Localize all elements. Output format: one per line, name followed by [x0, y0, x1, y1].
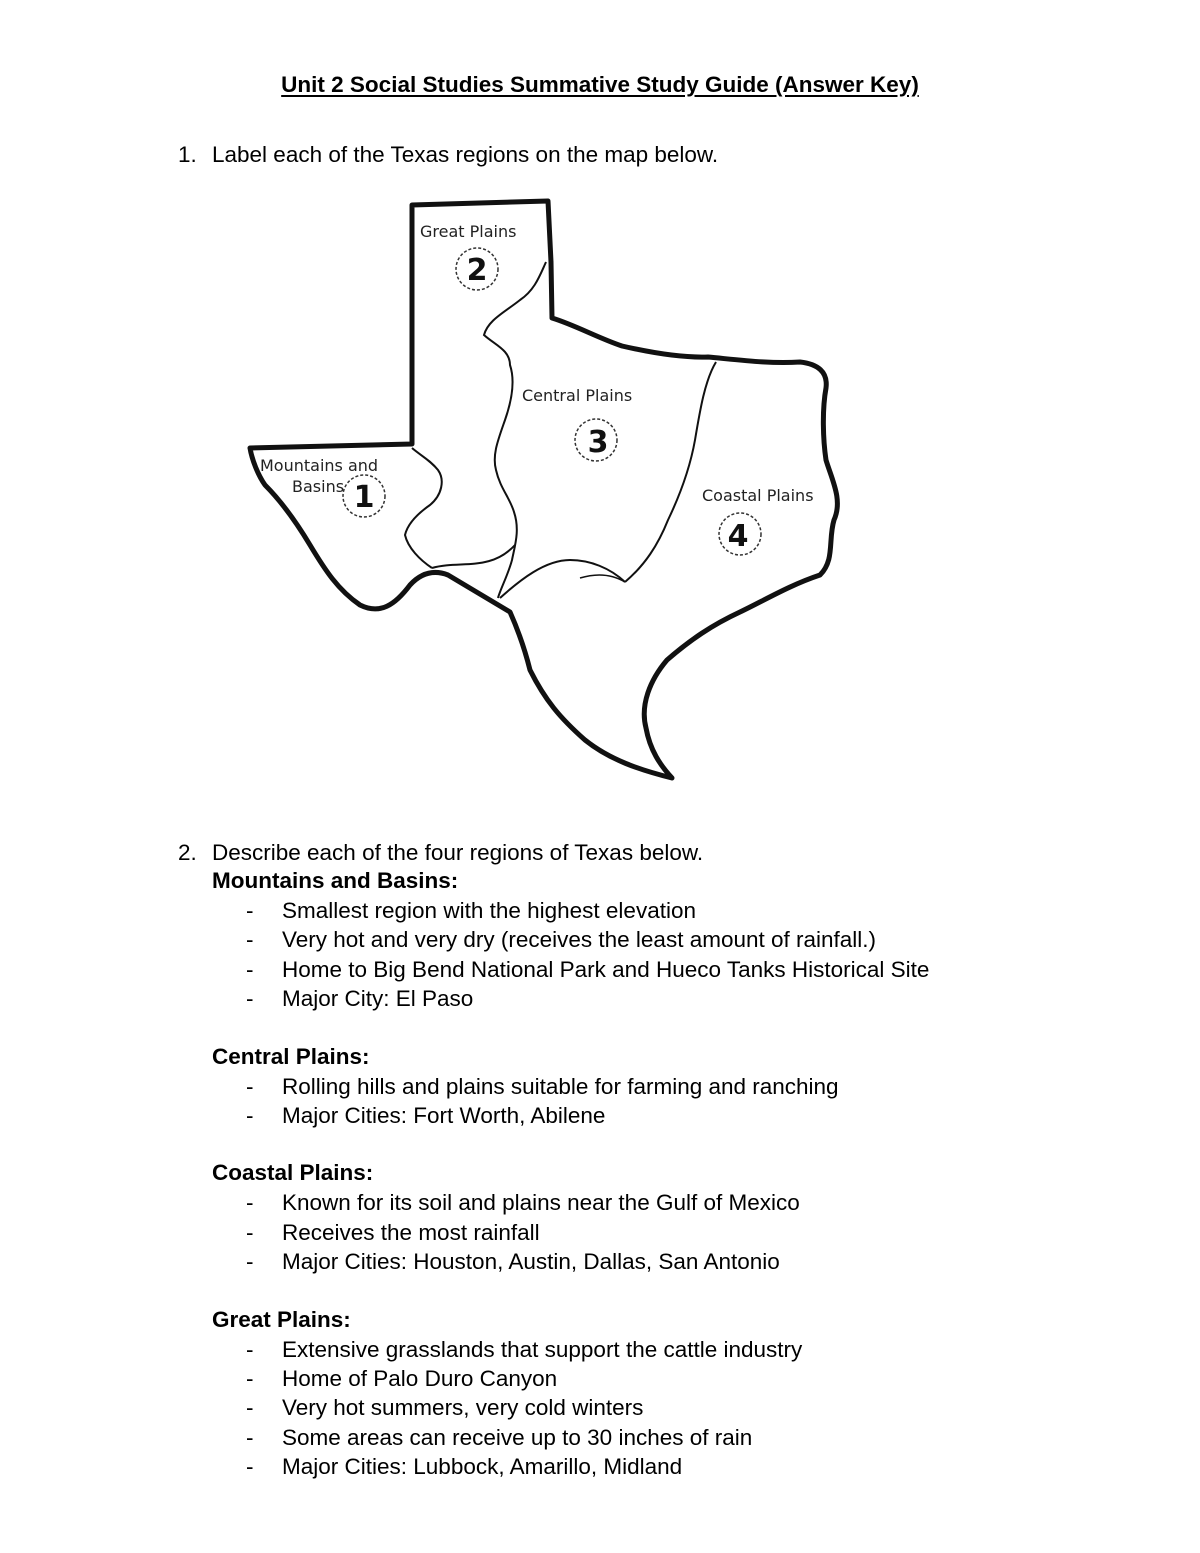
bullet-item: - Very hot summers, very cold winters	[246, 1395, 644, 1421]
bullet-item: - Very hot and very dry (receives the least amount of rainfall.)	[246, 927, 877, 953]
bullet-list	[212, 1188, 1112, 1276]
map-label-mountains-basins-line1: Mountains and	[260, 456, 379, 475]
map-marker-2	[456, 248, 498, 290]
bullet-item: - Known for its soil and plains near the Gulf of Mexico	[246, 1190, 800, 1216]
map-marker-3	[575, 419, 617, 461]
map-marker-1	[343, 475, 385, 517]
bullet-item: - Rolling hills and plains suitable for farming and ranching	[246, 1073, 839, 1099]
boundary-great-central	[484, 262, 546, 598]
bullet-item: - Home to Big Bend National Park and Hueco Tanks Historical Site	[246, 956, 930, 982]
map-label-great-plains: Great Plains	[420, 222, 517, 241]
texas-regions-map	[226, 183, 862, 785]
boundary-south-central	[432, 545, 515, 568]
map-label-coastal-plains: Coastal Plains	[702, 486, 814, 505]
region-mountains-basins	[212, 866, 1112, 1014]
region-heading: Coastal Plains:	[212, 1160, 374, 1186]
question-2-text: Describe each of the four regions of Texas below.	[212, 840, 704, 865]
region-coastal-plains	[212, 1158, 1112, 1276]
region-heading: Central Plains:	[212, 1043, 370, 1069]
bullet-item: - Major Cities: Lubbock, Amarillo, Midland	[246, 1454, 683, 1480]
region-heading: Mountains and Basins:	[212, 868, 459, 893]
map-label-central-plains: Central Plains	[522, 386, 633, 405]
map-number-2: 2	[466, 253, 488, 288]
bullet-item: - Some areas can receive up to 30 inches of rain	[246, 1424, 753, 1450]
bullet-list	[212, 896, 1112, 1014]
bullet-item: - Extensive grasslands that support the cattle industry	[246, 1336, 803, 1362]
region-central-plains	[212, 1042, 1112, 1131]
boundary-central-south	[500, 560, 625, 598]
region-great-plains	[212, 1305, 1112, 1482]
map-marker-4	[719, 513, 761, 555]
bullet-item: - Major City: El Paso	[246, 986, 474, 1012]
bullet-list	[212, 1072, 1112, 1131]
document-title: Unit 2 Social Studies Summative Study Guide (Answer Key)	[281, 72, 919, 97]
map-label-mountains-basins-line2: Basins	[292, 477, 345, 496]
texas-map-svg	[226, 183, 862, 785]
map-number-1: 1	[353, 480, 375, 515]
bullet-item: - Receives the most rainfall	[246, 1219, 540, 1245]
bullet-list	[212, 1335, 1112, 1482]
question-1-text: Label each of the Texas regions on the map below.	[212, 142, 719, 167]
bullet-item: - Home of Palo Duro Canyon	[246, 1365, 558, 1391]
map-number-3: 3	[587, 425, 609, 460]
question-1-number: 1.	[178, 142, 197, 167]
boundary-central-coastal	[625, 362, 716, 582]
region-heading: Great Plains:	[212, 1306, 351, 1332]
question-2-number: 2.	[178, 840, 197, 865]
bullet-item: - Smallest region with the highest elevation	[246, 898, 696, 923]
bullet-item: - Major Cities: Fort Worth, Abilene	[246, 1102, 606, 1128]
bullet-item: - Major Cities: Houston, Austin, Dallas, San Antonio	[246, 1249, 780, 1275]
boundary-great-mountains	[405, 448, 442, 568]
region-descriptions	[212, 866, 1112, 1481]
map-number-4: 4	[727, 519, 749, 554]
